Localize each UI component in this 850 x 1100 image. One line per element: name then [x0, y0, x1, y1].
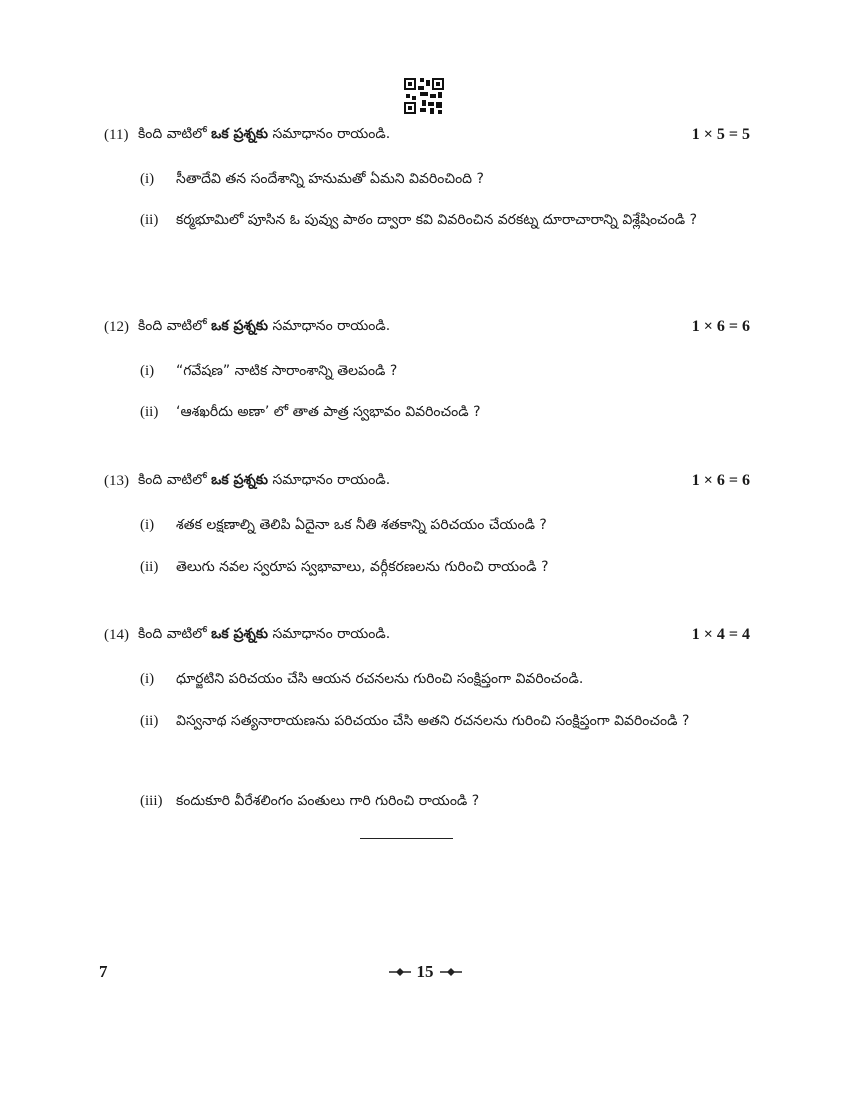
end-rule [360, 838, 453, 839]
question-12-option-i [140, 360, 720, 391]
question-14-option-iii [140, 790, 720, 821]
option-text: కందుకూరి వీరేశలింగం పంతులు గారి గురించి రాయండి ? [176, 793, 480, 809]
page-number-block [380, 962, 470, 982]
question-11-header [104, 123, 750, 147]
option-label: (ii) [140, 559, 159, 575]
option-label: (i) [140, 171, 155, 187]
question-11-option-ii [140, 209, 720, 240]
option-label: (ii) [140, 212, 159, 228]
question-11-option-i [140, 168, 720, 199]
option-text: ‘ఆశఖరీదు అణా’ లో తాత పాత్ర స్వభావం వివరించండి ? [176, 404, 481, 420]
page-number: 15 [416, 962, 434, 981]
left-ornament-icon [389, 967, 411, 977]
question-12-option-ii [140, 401, 720, 432]
question-13-header [104, 469, 750, 493]
option-text: కర్మభూమిలో పూసిన ఓ పువ్వు పాఠం ద్వారా కవి వివరించిన వరకట్న దూరాచారాన్ని విశ్లేషించండి ? [176, 212, 698, 228]
question-marks: 1 × 4 = 4 [691, 626, 750, 643]
option-text: “గవేషణ” నాటిక సారాంశాన్ని తెలపండి ? [176, 363, 398, 379]
option-label: (ii) [140, 404, 159, 420]
question-instruction: కింది వాటిలో ఒక ప్రశ్నకు సమాధానం రాయండి. [138, 625, 391, 642]
question-number: (14) [104, 626, 129, 643]
option-text: ధూర్జటిని పరిచయం చేసి ఆయన రచనలను గురించి సంక్షిప్తంగా వివరించండి. [176, 671, 584, 687]
question-marks: 1 × 5 = 5 [691, 126, 750, 143]
question-14-option-ii [140, 710, 720, 741]
question-marks: 1 × 6 = 6 [691, 318, 750, 335]
question-12-header [104, 315, 750, 339]
question-13-option-i [140, 514, 720, 545]
question-14-header [104, 623, 750, 647]
option-text: సీతాదేవి తన సందేశాన్ని హనుమతో ఏమని వివరించింది ? [176, 171, 484, 187]
question-number: (11) [104, 126, 129, 143]
question-13-option-ii [140, 556, 720, 587]
question-instruction: కింది వాటిలో ఒక ప్రశ్నకు సమాధానం రాయండి. [138, 317, 391, 334]
option-text: తెలుగు నవల స్వరూప స్వభావాలు, వర్గీకరణలను గురించి రాయండి ? [176, 559, 549, 575]
question-instruction: కింది వాటిలో ఒక ప్రశ్నకు సమాధానం రాయండి. [138, 471, 391, 488]
option-label: (ii) [140, 713, 159, 729]
question-14-option-i [140, 668, 720, 699]
option-label: (i) [140, 363, 155, 379]
question-instruction: కింది వాటిలో ఒక ప్రశ్నకు సమాధానం రాయండి. [138, 125, 391, 142]
right-ornament-icon [440, 967, 462, 977]
question-number: (13) [104, 472, 129, 489]
option-label: (iii) [140, 793, 163, 809]
paper-code: 7 [99, 962, 108, 981]
option-text: విస్వనాథ సత్యనారాయణను పరిచయం చేసి అతని రచనలను గురించి సంక్షిప్తంగా వివరించండి ? [176, 713, 690, 729]
option-label: (i) [140, 671, 155, 687]
option-text: శతక లక్షణాల్ని తెలిపి ఏదైనా ఒక నీతి శతకాన్ని పరిచయం చేయండి ? [176, 517, 547, 533]
question-marks: 1 × 6 = 6 [691, 472, 750, 489]
question-number: (12) [104, 318, 129, 335]
option-label: (i) [140, 517, 155, 533]
qr-code [404, 78, 444, 114]
